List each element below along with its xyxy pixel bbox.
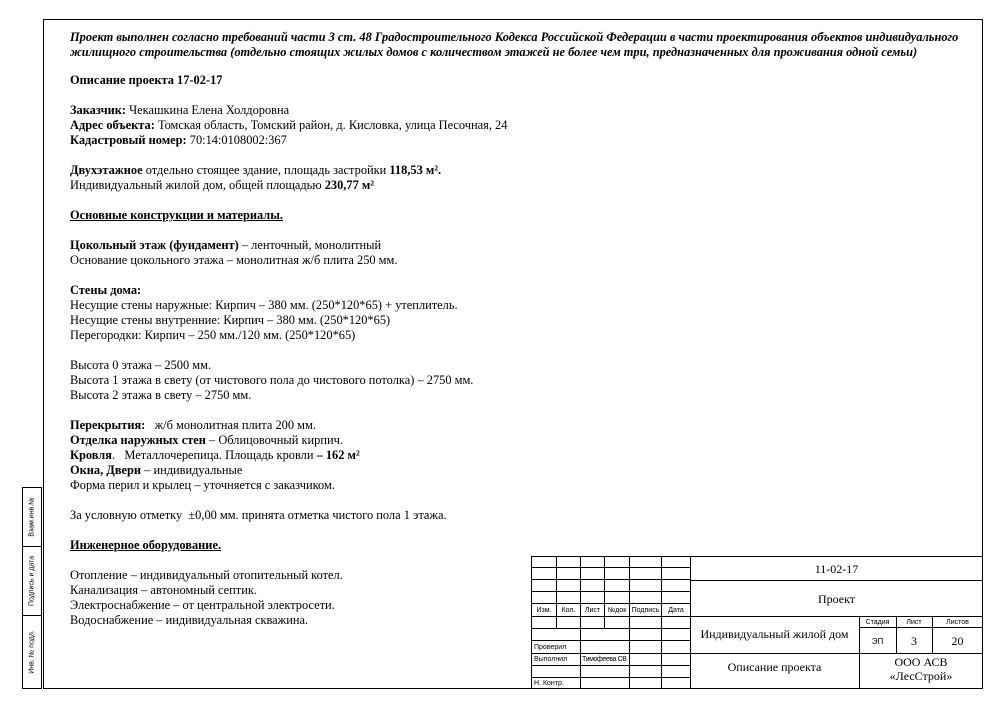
total-area: 230,77 м² xyxy=(324,178,375,192)
railings-line: Форма перил и крылец – уточняется с заказчиком. xyxy=(70,478,335,492)
floors-slab-line xyxy=(70,418,970,433)
roof-value: . Металлочерепица. Площадь кровли xyxy=(111,448,317,462)
norm-control-label: Н. Контр. xyxy=(534,680,564,687)
side-label-replace-inv: Взам.инв.№ xyxy=(28,497,36,537)
floors-count: Двухэтажное xyxy=(70,163,143,177)
foundation-line xyxy=(70,238,970,253)
building-line-2 xyxy=(70,178,970,193)
company-line-2: «ЛесСтрой» xyxy=(889,669,953,683)
intro-paragraph: Проект выполнен согласно требований части 3 ст. 48 Градостроительного Кодекса Российской Федерации в части проектирования объектов индивидуального жилищного строительства (отдельно стоящих жилых домов с количеством этажей не более чем три, предназначенных для проживания одной семьи) xyxy=(70,30,959,59)
performed-label: Выполнил xyxy=(534,656,568,663)
walls-line: Несущие стены внутренние: Кирпич – 380 мм. (250*120*65) xyxy=(70,313,391,327)
performer-name: Тимофеева СВ xyxy=(582,656,627,663)
sheet-header: Лист xyxy=(906,619,922,626)
client-label: Заказчик: xyxy=(70,103,127,117)
building-text-2: Индивидуальный жилой дом, общей площадью xyxy=(70,178,325,192)
sheet-value: 3 xyxy=(911,634,917,648)
side-label-original-inv: Инв. № подл. xyxy=(28,630,36,674)
height-line: Высота 2 этажа в свету – 2750 мм. xyxy=(70,388,252,402)
object-name: Индивидуальный жилой дом xyxy=(700,627,849,641)
building-text-1: отдельно стоящее здание, площадь застройки xyxy=(142,163,390,177)
address-value: Томская область, Томский район, д. Кисловка, улица Песочная, 24 xyxy=(154,118,508,132)
cadastral-line xyxy=(70,133,970,148)
client-line xyxy=(70,103,970,118)
cadastral-label: Кадастровый номер: xyxy=(70,133,187,147)
engineering-line: Электроснабжение – от центральной электросети. xyxy=(70,598,335,612)
height-line: Высота 0 этажа – 2500 мм. xyxy=(70,358,212,372)
address-line xyxy=(70,118,970,133)
walls-line: Перегородки: Кирпич – 250 мм./120 мм. (250*120*65) xyxy=(70,328,356,342)
stage-header: Стадия xyxy=(865,619,890,626)
windows-label: Окна, Двери xyxy=(70,463,142,477)
sheets-header: Листов xyxy=(946,619,969,626)
footprint-area: 118,53 м². xyxy=(389,163,442,177)
engineering-line: Канализация – автономный септик. xyxy=(70,583,257,597)
address-label: Адрес объекта: xyxy=(70,118,155,132)
side-stamp xyxy=(22,487,43,689)
header-kol: Кол. xyxy=(561,607,576,614)
building-line-1 xyxy=(70,163,970,178)
project-code: 11-02-17 xyxy=(814,562,859,576)
side-cell-replace-inv xyxy=(22,487,42,547)
walls-line: Несущие стены наружные: Кирпич – 380 мм. (250*120*65) + утеплитель. xyxy=(70,298,458,312)
zero-mark-line: За условную отметку ±0,00 мм. принята отметка чистого пола 1 этажа. xyxy=(70,508,447,522)
foundation-label: Цокольный этаж (фундамент) xyxy=(70,238,239,252)
engineering-heading: Инженерное оборудование. xyxy=(70,538,222,552)
side-label-signature-date: Подпись и дата xyxy=(28,555,36,607)
windows-value: – индивидуальные xyxy=(141,463,243,477)
facade-line xyxy=(70,433,970,448)
floors-slab-value: ж/б монолитная плита 200 мм. xyxy=(145,418,316,432)
company-line-1: ООО АСВ xyxy=(894,655,948,669)
document-heading: Описание проекта 17-02-17 xyxy=(70,73,223,87)
description-text xyxy=(70,30,970,628)
stage-value: ЭП xyxy=(871,637,884,646)
windows-line xyxy=(70,463,970,478)
checked-label: Проверил xyxy=(534,644,567,651)
header-data: Дата xyxy=(668,607,684,614)
header-list: Лист xyxy=(584,607,601,614)
header-izm: Изм. xyxy=(536,607,552,614)
roof-line xyxy=(70,448,970,463)
foundation-base-line: Основание цокольного этажа – монолитная ж/б плита 250 мм. xyxy=(70,253,398,267)
cadastral-value: 70:14:0108002:367 xyxy=(186,133,287,147)
client-value: Чекашкина Елена Холдоровна xyxy=(126,103,290,117)
engineering-line: Водоснабжение – индивидуальная скважина. xyxy=(70,613,309,627)
foundation-value: – ленточный, монолитный xyxy=(238,238,382,252)
side-cell-original-inv xyxy=(22,615,42,689)
project-type: Проект xyxy=(817,592,856,606)
height-line: Высота 1 этажа в свету (от чистового пола до чистового потолка) – 2750 мм. xyxy=(70,373,474,387)
walls-heading: Стены дома: xyxy=(70,283,142,297)
facade-label: Отделка наружных стен xyxy=(70,433,206,447)
title-block xyxy=(531,556,983,689)
sheets-value: 20 xyxy=(951,634,964,648)
floors-slab-label: Перекрытия: xyxy=(70,418,146,432)
facade-value: – Облицовочный кирпич. xyxy=(205,433,343,447)
engineering-line: Отопление – индивидуальный отопительный котел. xyxy=(70,568,343,582)
side-cell-signature-date xyxy=(22,546,42,616)
roof-area: – 162 м² xyxy=(316,448,360,462)
document-name: Описание проекта xyxy=(727,660,822,674)
roof-label: Кровля xyxy=(70,448,112,462)
header-ndok: №док xyxy=(607,607,627,614)
constructions-heading: Основные конструкции и материалы. xyxy=(70,208,283,222)
header-podpis: Подпись xyxy=(631,607,660,614)
